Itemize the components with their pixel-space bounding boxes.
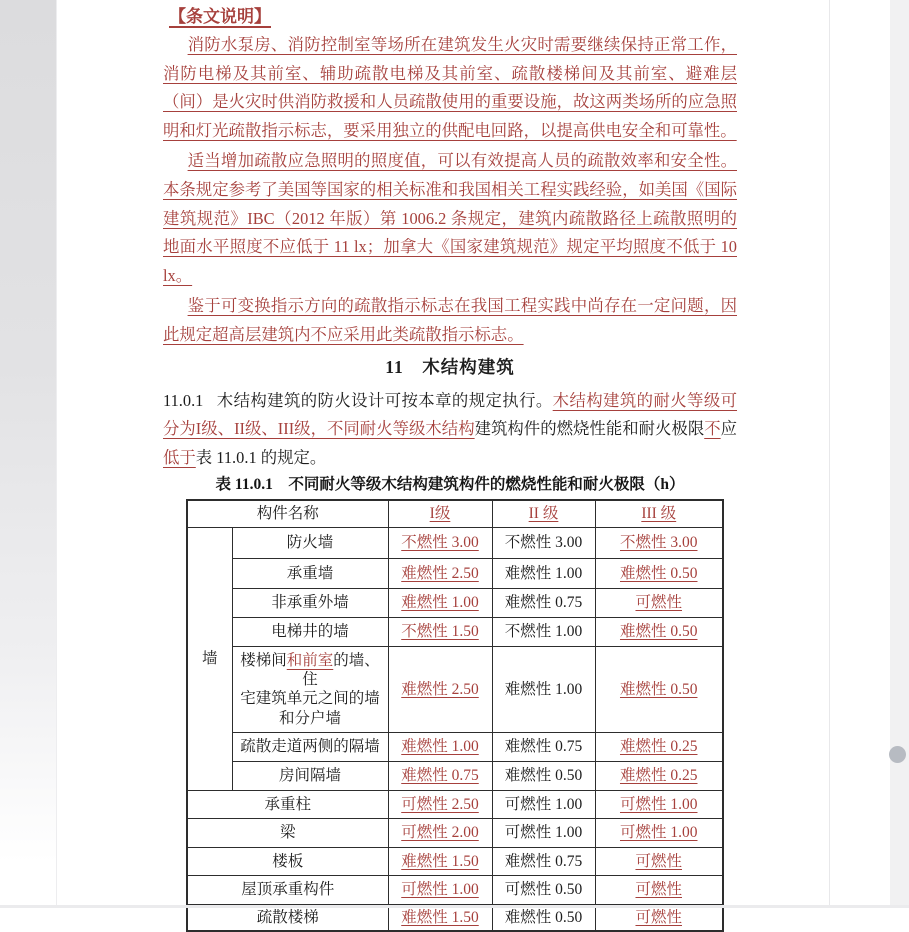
cell-grade1: 不燃性 3.00 xyxy=(388,527,492,558)
row-name: 梁 xyxy=(187,818,388,847)
chapter-heading: 11 木结构建筑 xyxy=(385,356,515,377)
cell-grade3: 难燃性 0.50 xyxy=(595,558,723,588)
cell-grade3: 可燃性 xyxy=(595,588,723,617)
table-caption: 表 11.0.1 不同耐火等级木结构建筑构件的燃烧性能和耐火极限（h） xyxy=(215,476,685,494)
explanation-paragraph-3: 鉴于可变换指示方向的疏散指示标志在我国工程实践中尚存在一定问题，因此规定超高层建筑内不应采用此类疏散指示标志。 xyxy=(163,296,737,344)
table-row xyxy=(187,818,723,847)
cell-grade2: 不燃性 1.00 xyxy=(492,617,595,646)
cell-grade2: 不燃性 3.00 xyxy=(492,527,595,558)
cell-grade2: 可燃性 1.00 xyxy=(492,818,595,847)
row-name: 疏散走道两侧的隔墙 xyxy=(232,732,388,761)
cell-grade2: 难燃性 0.75 xyxy=(492,847,595,875)
wall-group-cell: 墙 xyxy=(187,527,232,790)
fire-resistance-table xyxy=(186,499,724,932)
cell-grade1: 难燃性 2.50 xyxy=(388,646,492,732)
clause-text-red-1: 木结构建筑的耐火等级可分为I级、II级、III级，不同耐火等级木结构 xyxy=(163,390,738,439)
cell-grade3: 难燃性 0.25 xyxy=(595,761,723,790)
page-left-margin-shadow xyxy=(0,0,57,908)
cell-grade1: 难燃性 1.00 xyxy=(388,732,492,761)
cell-grade1: 不燃性 1.50 xyxy=(388,617,492,646)
header-component-name: 构件名称 xyxy=(187,500,388,527)
cell-grade2: 难燃性 1.00 xyxy=(492,558,595,588)
row-name-line-2: 宅建筑单元之间的墙 xyxy=(240,690,380,708)
header-grade-3: III 级 xyxy=(595,500,723,527)
cell-grade2: 难燃性 1.00 xyxy=(492,646,595,732)
table-row xyxy=(187,904,723,931)
explanation-paragraph-1: 消防水泵房、消防控制室等场所在建筑发生火灾时需要继续保持正常工作，消防电梯及其前室、辅助疏散电梯及其前室、疏散楼梯间及其前室、避难层（间）是火灾时供消防救援和人员疏散使用的重要设施，故这两类场所的应急照明和灯光疏散指示标志，要采用独立的供配电回路，以提高供电安全和可靠性。 xyxy=(163,35,737,140)
cell-grade1: 难燃性 1.00 xyxy=(388,588,492,617)
header-grade-2: II 级 xyxy=(492,500,595,527)
row-name: 承重墙 xyxy=(232,558,388,588)
cell-grade3: 可燃性 xyxy=(595,875,723,904)
cell-grade2: 难燃性 0.75 xyxy=(492,732,595,761)
row-name: 屋顶承重构件 xyxy=(187,875,388,904)
row-name: 电梯井的墙 xyxy=(232,617,388,646)
cell-grade1: 难燃性 1.50 xyxy=(388,847,492,875)
cell-grade3: 可燃性 xyxy=(595,847,723,875)
cell-grade1: 难燃性 2.50 xyxy=(388,558,492,588)
clause-text-black-4: 表 11.0.1 的规定。 xyxy=(195,447,327,467)
cell-grade3: 可燃性 1.00 xyxy=(595,818,723,847)
cell-grade3: 难燃性 0.25 xyxy=(595,732,723,761)
cell-grade3: 可燃性 xyxy=(595,904,723,931)
table-row xyxy=(187,588,723,617)
clause-text-red-3: 低于 xyxy=(163,447,196,467)
clause-11-0-1 xyxy=(163,387,737,473)
table-row xyxy=(187,847,723,875)
table-row xyxy=(187,875,723,904)
header-grade-1: I级 xyxy=(388,500,492,527)
row-name-line-1: 楼梯间和前室的墙、住 xyxy=(240,651,380,688)
cell-grade1: 难燃性 0.75 xyxy=(388,761,492,790)
cell-grade2: 可燃性 1.00 xyxy=(492,790,595,818)
cell-grade1: 可燃性 2.00 xyxy=(388,818,492,847)
cell-grade2: 难燃性 0.50 xyxy=(492,904,595,931)
clause-text-red-2: 不 xyxy=(704,419,721,439)
cell-grade2: 可燃性 0.50 xyxy=(492,875,595,904)
row-name: 非承重外墙 xyxy=(232,588,388,617)
table-row xyxy=(187,790,723,818)
explanation-paragraph-2: 适当增加疏散应急照明的照度值，可以有效提高人员的疏散效率和安全性。本条规定参考了美国等国家的相关标准和我国相关工程实践经验，如美国《国际建筑规范》IBC（2012 年版）第 1006.2 条规定，建筑内疏散路径上疏散照明的地面水平照度不应低于 11 lx；加拿大《国家建筑规范》规定平均照度不低于 10 lx。 xyxy=(163,151,737,285)
table-row xyxy=(187,527,723,558)
cell-grade1: 可燃性 1.00 xyxy=(388,875,492,904)
cell-grade3: 难燃性 0.50 xyxy=(595,617,723,646)
cell-grade2: 难燃性 0.50 xyxy=(492,761,595,790)
row-name xyxy=(232,646,388,732)
table-header-row xyxy=(187,500,723,527)
table-row xyxy=(187,761,723,790)
clause-number: 11.0.1 xyxy=(163,390,204,410)
row-name: 承重柱 xyxy=(187,790,388,818)
cell-grade1: 难燃性 1.50 xyxy=(388,904,492,931)
explanation-label: 【条文说明】 xyxy=(169,7,271,26)
row-name: 楼板 xyxy=(187,847,388,875)
table-row xyxy=(187,732,723,761)
cell-grade3: 难燃性 0.50 xyxy=(595,646,723,732)
row-name-line-3: 和分户墙 xyxy=(278,709,341,727)
clause-text-black-1: 木结构建筑的防火设计可按本章的规定执行。 xyxy=(216,390,553,410)
document-page xyxy=(58,0,830,926)
cell-grade3: 不燃性 3.00 xyxy=(595,527,723,558)
row-name: 疏散楼梯 xyxy=(187,904,388,931)
page-content xyxy=(163,0,737,932)
row-name: 房间隔墙 xyxy=(232,761,388,790)
scrollbar-track xyxy=(890,0,909,908)
table-row xyxy=(187,617,723,646)
cell-grade3: 可燃性 1.00 xyxy=(595,790,723,818)
table-row xyxy=(187,646,723,732)
cell-grade2: 难燃性 0.75 xyxy=(492,588,595,617)
row-name: 防火墙 xyxy=(232,527,388,558)
clause-text-black-2: 建筑构件的燃烧性能和耐火极限 xyxy=(474,419,705,439)
clause-text-black-3: 应 xyxy=(720,419,738,439)
scroll-indicator-dot[interactable] xyxy=(889,746,906,763)
table-row xyxy=(187,558,723,588)
cell-grade1: 可燃性 2.50 xyxy=(388,790,492,818)
